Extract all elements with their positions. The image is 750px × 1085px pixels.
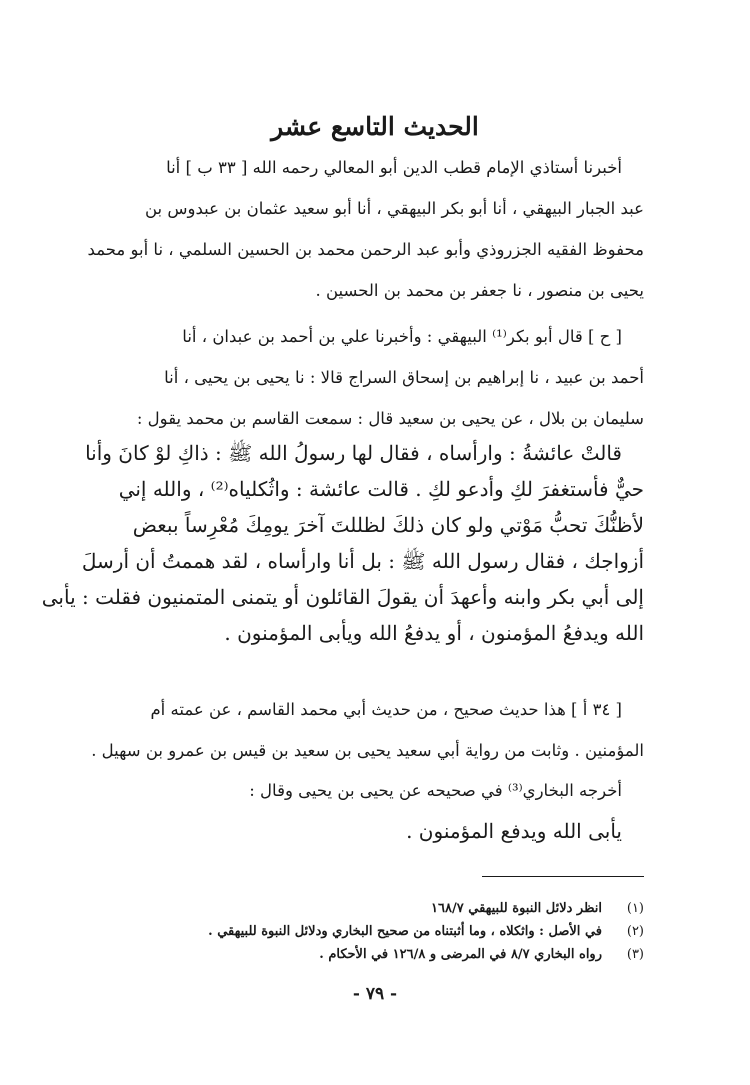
- text-line: أزواجك ، فقال رسول الله ﷺ : بل أنا وارأساه ، لقد هممتُ أن أرسلَ: [81, 549, 644, 573]
- footnote-number: (١): [626, 901, 644, 916]
- text-line: قالتْ عائشةُ : وارأساه ، فقال لها رسولُ الله ﷺ : ذاكِ لوْ كانَ وأنا: [85, 441, 622, 465]
- footnote-number: (٣): [626, 947, 644, 962]
- text-line: محفوظ الفقيه الجزروذي وأبو عبد الرحمن محمد بن الحسين السلمي ، نا أبو محمد: [87, 240, 644, 259]
- footnote: [104, 920, 644, 943]
- text-line: إلى أبي بكر وابنه وأعهدَ أن يقولَ القائلون أو يتمنى المتمنيون فقلت : يأبى: [41, 585, 644, 609]
- page-number: - ٧٩ -: [352, 984, 398, 1004]
- footnote-text: انظر دلائل النبوة للبيهقي ١٦٨/٧: [431, 901, 602, 916]
- hadith-title: الحديث التاسع عشر: [271, 112, 479, 141]
- text-line: المؤمنين . وثابت من رواية أبي سعيد يحيى بن سعيد بن قيس بن عمرو بن سهيل .: [91, 741, 644, 760]
- text-line: [ ٣٤ أ ] هذا حديث صحيح ، من حديث أبي محمد القاسم ، عن عمته أم: [150, 700, 622, 719]
- footnote-number: (٢): [626, 924, 644, 939]
- text-line: يحيى بن منصور ، نا جعفر بن محمد بن الحسين .: [315, 281, 644, 300]
- text-line: أخبرنا أستاذي الإمام قطب الدين أبو المعالي رحمه الله [ ٣٣ ب ] أنا: [166, 158, 622, 177]
- footnote: [104, 897, 644, 920]
- footnote-divider: [482, 876, 644, 877]
- isnad-paragraph-2: [104, 316, 644, 439]
- text-line: [ ح ] قال أبو بكر⁽¹⁾ البيهقي : وأخبرنا علي بن أحمد بن عبدان ، أنا: [182, 327, 622, 346]
- text-line: لأظنُّكَ تحبُّ مَوْتي ولو كان ذلكَ لظللتَ آخرَ يومِكَ مُعْرِساً ببعض: [132, 513, 644, 537]
- footnote: [104, 943, 644, 966]
- text-line: سليمان بن بلال ، عن يحيى بن سعيد قال : سمعت القاسم بن محمد يقول :: [136, 409, 644, 428]
- text-line: الله ويدفعُ المؤمنون ، أو يدفعُ الله ويأبى المؤمنون .: [224, 621, 644, 645]
- text-line: عبد الجبار البيهقي ، أنا أبو بكر البيهقي ، أنا أبو سعيد عثمان بن عبدوس بن: [144, 199, 644, 218]
- footnote-text: رواه البخاري ٨/٧ في المرضى و ١٢٦/٨ في الأحكام .: [319, 947, 602, 962]
- grading-paragraph: [91, 689, 644, 771]
- text-line: أخرجه البخاري⁽³⁾ في صحيحه عن يحيى بن يحيى وقال :: [249, 781, 622, 800]
- text-line: حيٌّ فأستغفرَ لكِ وأدعو لكِ . قالت عائشة : واثُكلياه⁽²⁾ ، والله إني: [118, 477, 644, 501]
- footnote-text: في الأصل : واثكلاه ، وما أثبتناه من صحيح البخاري ودلائل النبوة للبيهقي .: [208, 924, 602, 939]
- hadith-text: [41, 435, 644, 651]
- isnad-paragraph-1: [87, 147, 644, 311]
- text-line: يأبى الله ويدفع المؤمنون .: [406, 819, 622, 843]
- takhrij-paragraph: [104, 770, 644, 852]
- footnotes: [104, 897, 644, 966]
- text-line: أحمد بن عبيد ، نا إبراهيم بن إسحاق السراج قالا : نا يحيى بن يحيى ، أنا: [164, 368, 644, 387]
